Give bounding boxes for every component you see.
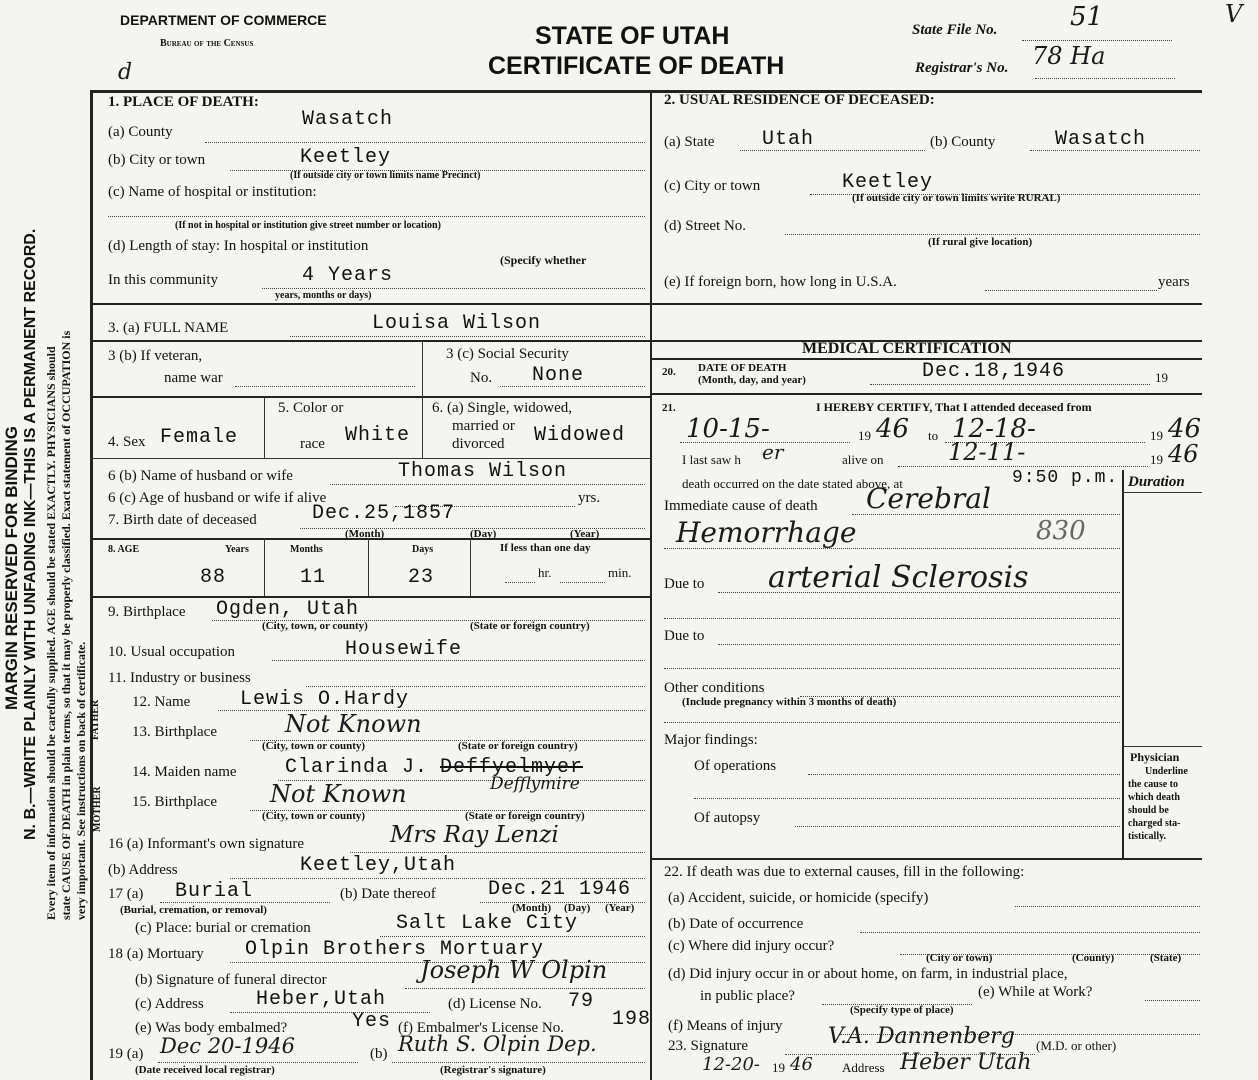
margin-binding-text: MARGIN RESERVED FOR BINDING (2, 426, 21, 710)
informant-label: 16 (a) Informant's own signature (108, 836, 304, 852)
physician-label: Physician (1130, 750, 1180, 764)
birth-year-note: (Year) (570, 528, 600, 540)
color-label: 5. Color or (278, 400, 344, 416)
father-name-value: Lewis O.Hardy (240, 688, 410, 711)
embalmed-label: (e) Was body embalmed? (135, 1020, 288, 1036)
birthplace-state-note: (State or foreign country) (470, 620, 590, 632)
age-hr-label: hr. (538, 565, 552, 580)
immediate-cause-label: Immediate cause of death (664, 498, 818, 514)
attended-from-year: 46 (876, 414, 910, 444)
death-county-value: Wasatch (302, 108, 394, 131)
alive-on-prefix: 19 (1150, 452, 1163, 467)
burial-date-label: (b) Date thereof (340, 886, 436, 902)
age-less-label: If less than one day (500, 542, 591, 554)
death-date-value: Dec.18,1946 (922, 360, 1066, 383)
ssn-label: 3 (c) Social Security (446, 346, 569, 362)
birth-month-note: (Month) (345, 528, 385, 540)
mortuary-address-value: Heber,Utah (256, 988, 387, 1011)
major-findings-label: Major findings: (664, 732, 758, 748)
death-date-note: (Month, day, and year) (698, 374, 806, 386)
signature-year: 46 (790, 1054, 813, 1075)
age-years-value: 88 (200, 566, 227, 589)
mother-birthplace-city-note: (City, town or county) (262, 810, 366, 822)
margin-instructions-2: state CAUSE OF DEATH in plain terms, so that it may be properly classified. Exact statement of OCCUPATION is (59, 330, 73, 920)
due-to-label-2: Due to (664, 628, 705, 644)
birth-date-label: 7. Birth date of deceased (108, 512, 257, 528)
maiden-name-struck: Deffyelmyer (440, 756, 584, 779)
due-to-label-1: Due to (664, 576, 705, 592)
community-label: In this community (108, 272, 218, 288)
form-title: CERTIFICATE OF DEATH (488, 52, 785, 80)
father-side-label: FATHER (90, 699, 101, 740)
physician-address-label: Address (842, 1060, 885, 1075)
alive-on-year: 46 (1168, 440, 1199, 468)
burial-place-value: Salt Lake City (396, 912, 579, 935)
accident-label: (a) Accident, suicide, or homicide (specify) (668, 890, 929, 906)
department-label: DEPARTMENT OF COMMERCE (120, 12, 327, 28)
registrar-signature-note: (Registrar's signature) (440, 1064, 546, 1076)
occupation-label: 10. Usual occupation (108, 644, 236, 660)
burial-number-label: 17 (a) (108, 886, 144, 902)
operations-label: Of operations (694, 758, 777, 774)
residence-city-value: Keetley (842, 171, 934, 194)
license-value: 79 (568, 990, 595, 1013)
age-months-label: Months (290, 544, 323, 555)
foreign-born-unit: years (1158, 274, 1190, 290)
maiden-name-correction: Defflymire (490, 774, 580, 794)
physician-note-5: charged sta- (1128, 818, 1181, 829)
mortuary-label: 18 (a) Mortuary (108, 946, 204, 962)
death-time-value: 9:50 p.m. (1012, 468, 1119, 488)
attended-to-prefix: 19 (1150, 428, 1163, 443)
age-months-value: 11 (300, 566, 327, 589)
community-note: years, months or days) (275, 290, 372, 301)
corner-mark-right: V (1225, 0, 1243, 28)
injury-place-note: (Specify type of place) (850, 1004, 954, 1016)
due-to-value-1: arterial Sclerosis (768, 560, 1029, 595)
informant-address-value: Keetley,Utah (300, 854, 457, 877)
foreign-born-label: (e) If foreign born, how long in U.S.A. (664, 274, 897, 290)
residence-city-note: (If outside city or town limits write RURAL) (852, 192, 1061, 204)
mother-birthplace-label: 15. Birthplace (132, 794, 217, 810)
residence-street-note: (If rural give location) (928, 236, 1033, 248)
injury-state-note: (State) (1150, 952, 1182, 964)
physician-note-6: tistically. (1128, 831, 1167, 842)
residence-county-value: Wasatch (1055, 128, 1147, 151)
residence-title: 2. USUAL RESIDENCE OF DECEASED: (664, 92, 935, 108)
full-name-value: Louisa Wilson (372, 312, 542, 335)
signature-year-prefix: 19 (772, 1060, 785, 1075)
veteran-label: 3 (b) If veteran, (108, 348, 203, 364)
ssn-value: None (532, 364, 585, 387)
marital-label-2: married or (452, 418, 515, 434)
father-birthplace-label: 13. Birthplace (132, 724, 217, 740)
while-at-work-label: (e) While at Work? (978, 984, 1093, 1000)
funeral-director-signature: Joseph W Olpin (420, 956, 608, 984)
race-label: race (300, 436, 325, 452)
corner-mark-left: d (118, 60, 133, 85)
physician-note-2: the cause to (1128, 779, 1178, 790)
occupation-value: Housewife (345, 638, 463, 661)
signature-date: 12-20- (702, 1054, 760, 1075)
maiden-name-label: 14. Maiden name (132, 764, 237, 780)
father-birthplace-value: Not Known (285, 710, 422, 738)
place-of-death-title: 1. PLACE OF DEATH: (108, 94, 259, 110)
duration-label: Duration (1128, 474, 1185, 490)
medical-certification-title: MEDICAL CERTIFICATION (802, 340, 1012, 357)
father-name-label: 12. Name (132, 694, 191, 710)
other-conditions-label: Other conditions (664, 680, 765, 696)
hospital-label: (c) Name of hospital or institution: (108, 184, 317, 200)
license-label: (d) License No. (448, 996, 542, 1012)
length-of-stay-note: (Specify whether (500, 253, 587, 267)
mother-birthplace-value: Not Known (270, 780, 407, 808)
sex-value: Female (160, 426, 239, 449)
veteran-war-label: name war (164, 370, 223, 386)
age-days-value: 23 (408, 566, 435, 589)
received-date-value: Dec 20-1946 (160, 1034, 295, 1058)
burial-place-label: (c) Place: burial or cremation (135, 920, 311, 936)
other-conditions-note: (Include pregnancy within 3 months of death) (682, 696, 897, 708)
attended-from-prefix: 19 (858, 428, 871, 443)
marital-value: Widowed (534, 424, 626, 447)
registrar-signature-label: (b) (370, 1046, 388, 1062)
means-of-injury-label: (f) Means of injury (668, 1018, 783, 1034)
registrar-number-label: Registrar's No. (915, 60, 1009, 76)
attended-to-date: 12-18- (952, 414, 1036, 444)
marital-label-1: 6. (a) Single, widowed, (432, 400, 572, 416)
residence-state-label: (a) State (664, 134, 715, 150)
industry-label: 11. Industry or business (108, 670, 251, 686)
death-city-label: (b) City or town (108, 152, 206, 168)
immediate-cause-code: 830 (1036, 516, 1086, 546)
physician-signature-label: 23. Signature (668, 1038, 748, 1054)
informant-address-label: (b) Address (108, 862, 178, 878)
father-birthplace-city-note: (City, town or county) (262, 740, 366, 752)
birthplace-label: 9. Birthplace (108, 604, 186, 620)
external-causes-title: 22. If death was due to external causes, fill in the following: (664, 864, 1025, 880)
marital-label-3: divorced (452, 436, 505, 452)
death-county-label: (a) County (108, 124, 173, 140)
residence-state-value: Utah (762, 128, 815, 151)
immediate-cause-value-1: Cerebral (866, 482, 991, 515)
birth-date-value: Dec.25,1857 (312, 502, 456, 525)
spouse-age-label: 6 (c) Age of husband or wife if alive (108, 490, 327, 506)
birth-day-note: (Day) (470, 528, 497, 540)
age-years-label: Years (225, 544, 249, 555)
physician-note-3: which death (1128, 792, 1180, 803)
death-occurred-label: death occurred on the date stated above, at (682, 476, 903, 491)
age-min-label: min. (608, 565, 632, 580)
residence-county-label: (b) County (930, 134, 996, 150)
race-value: White (345, 424, 411, 447)
state-file-label: State File No. (912, 22, 998, 38)
age-label: 8. AGE (108, 544, 140, 555)
injury-county-note: (County) (1072, 952, 1115, 964)
burial-value: Burial (175, 880, 254, 903)
attended-to-year: 46 (1168, 414, 1202, 444)
father-birthplace-state-note: (State or foreign country) (458, 740, 578, 752)
physician-signature: V.A. Dannenberg (828, 1024, 1015, 1049)
residence-street-label: (d) Street No. (664, 218, 747, 234)
autopsy-label: Of autopsy (694, 810, 761, 826)
death-date-label: DATE OF DEATH (698, 362, 787, 374)
burial-date-year-note: (Year) (605, 902, 635, 914)
death-city-note: (If outside city or town limits name Precinct) (290, 170, 481, 181)
alive-on-date: 12-11- (948, 438, 1026, 466)
length-of-stay-label: (d) Length of stay: In hospital or institution (108, 238, 369, 254)
last-saw-label: I last saw h (682, 452, 741, 467)
physician-note-1: Underline (1145, 766, 1188, 777)
death-city-value: Keetley (300, 146, 392, 169)
burial-date-value: Dec.21 1946 (488, 878, 632, 901)
burial-date-month-note: (Month) (512, 902, 552, 914)
funeral-director-label: (b) Signature of funeral director (135, 972, 327, 988)
embalmed-value: Yes (352, 1010, 392, 1033)
bureau-label: Bureau of the Census (160, 38, 254, 49)
birthplace-value: Ogden, Utah (216, 598, 360, 621)
burial-note: (Burial, cremation, or removal) (120, 904, 267, 916)
ssn-no-label: No. (470, 370, 493, 386)
hospital-note: (If not in hospital or institution give street number or location) (175, 220, 441, 231)
informant-signature: Mrs Ray Lenzi (390, 822, 559, 848)
physician-note-4: should be (1128, 805, 1169, 816)
physician-credential-note: (M.D. or other) (1036, 1038, 1117, 1053)
spouse-label: 6 (b) Name of husband or wife (108, 468, 293, 484)
received-number-label: 19 (a) (108, 1046, 144, 1062)
physician-address: Heber Utah (900, 1050, 1032, 1075)
attended-from-date: 10-15- (686, 414, 770, 444)
mortuary-address-label: (c) Address (135, 996, 204, 1012)
sex-label: 4. Sex (108, 434, 146, 450)
last-saw-pronoun: er (762, 440, 784, 464)
certify-text: I HEREBY CERTIFY, That I attended deceased from (816, 400, 1092, 414)
state-file-number: 51 (1070, 2, 1104, 32)
death-date-number: 20. (662, 366, 676, 378)
alive-on-label: alive on (842, 452, 884, 467)
spouse-age-unit: yrs. (578, 490, 601, 506)
residence-city-label: (c) City or town (664, 178, 761, 194)
birthplace-city-note: (City, town, or county) (262, 620, 368, 632)
burial-date-day-note: (Day) (564, 902, 591, 914)
registrar-number: 78 Ha (1032, 42, 1106, 70)
form-title-state: STATE OF UTAH (535, 22, 730, 50)
occurrence-date-label: (b) Date of occurrence (668, 916, 804, 932)
margin-instructions-3: very important. See instructions on back of certificate. (74, 641, 88, 920)
registrar-signature: Ruth S. Olpin Dep. (398, 1032, 597, 1056)
spouse-value: Thomas Wilson (398, 460, 568, 483)
age-days-label: Days (412, 544, 434, 555)
mother-birthplace-state-note: (State or foreign country) (465, 810, 585, 822)
embalmer-license-label: (f) Embalmer's License No. (398, 1020, 564, 1036)
margin-ink-text: N. B.—WRITE PLAINLY WITH UNFADING INK—THIS IS A PERMANENT RECORD. (22, 228, 39, 840)
attended-to-label: to (928, 428, 939, 443)
full-name-label: 3. (a) FULL NAME (108, 320, 229, 336)
mother-side-label: MOTHER (92, 786, 103, 832)
injury-city-note: (City or town) (926, 952, 993, 964)
maiden-name-value: Clarinda J. (285, 756, 429, 779)
received-date-note: (Date received local registrar) (135, 1064, 275, 1076)
margin-instructions-1: Every item of information should be carefully supplied. AGE should be stated EXACTLY. PHYSICIANS should (44, 346, 58, 920)
immediate-cause-value-2: Hemorrhage (676, 516, 857, 549)
injury-place-label-2: in public place? (700, 988, 795, 1004)
injury-location-label: (c) Where did injury occur? (668, 938, 835, 954)
injury-place-label-1: (d) Did injury occur in or about home, on farm, in industrial place, (668, 966, 1068, 982)
community-value: 4 Years (302, 264, 394, 287)
embalmer-license-value: 198 (612, 1008, 652, 1031)
death-date-suffix: 19 (1155, 370, 1168, 385)
mortuary-value: Olpin Brothers Mortuary (245, 938, 545, 961)
certify-number: 21. (662, 402, 676, 414)
